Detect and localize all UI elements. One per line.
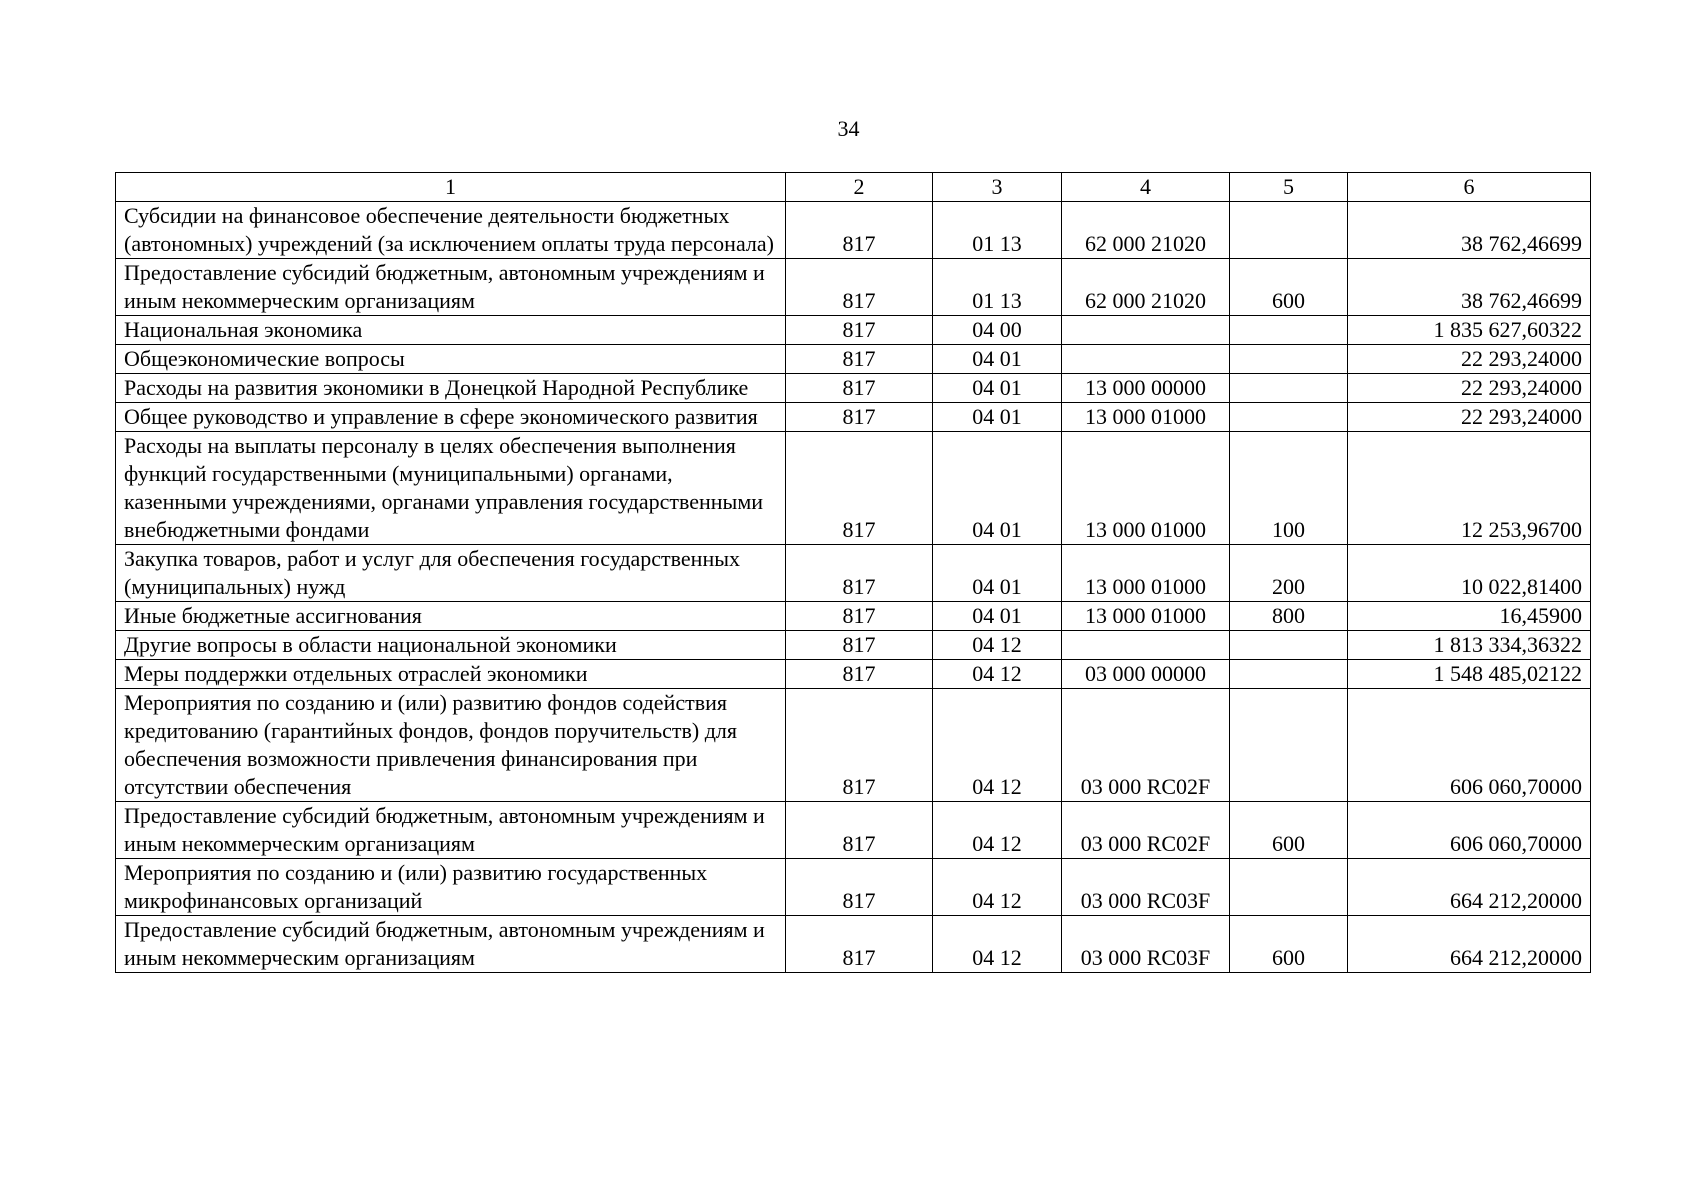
row-admin-code: 817 (786, 403, 933, 432)
row-amount: 22 293,24000 (1348, 374, 1591, 403)
table-body (116, 202, 1591, 973)
table-row (116, 374, 1591, 403)
header-col-2: 2 (786, 173, 933, 202)
row-section-code: 04 01 (933, 545, 1062, 602)
row-target-code: 03 000 RC02F (1062, 689, 1230, 802)
row-amount: 1 813 334,36322 (1348, 631, 1591, 660)
row-amount: 22 293,24000 (1348, 345, 1591, 374)
row-expense-type (1230, 403, 1348, 432)
row-section-code: 04 12 (933, 859, 1062, 916)
row-admin-code: 817 (786, 259, 933, 316)
table-row (116, 859, 1591, 916)
row-expense-type: 100 (1230, 432, 1348, 545)
row-name: Субсидии на финансовое обеспечение деятельности бюджетных (автономных) учреждений (за исключением оплаты труда персонала) (116, 202, 786, 259)
row-target-code: 13 000 00000 (1062, 374, 1230, 403)
row-name: Меры поддержки отдельных отраслей экономики (116, 660, 786, 689)
row-target-code: 13 000 01000 (1062, 545, 1230, 602)
table-row (116, 403, 1591, 432)
row-amount: 1 835 627,60322 (1348, 316, 1591, 345)
table-row (116, 602, 1591, 631)
header-col-1: 1 (116, 173, 786, 202)
row-target-code: 03 000 00000 (1062, 660, 1230, 689)
header-col-6: 6 (1348, 173, 1591, 202)
row-expense-type (1230, 202, 1348, 259)
row-section-code: 04 00 (933, 316, 1062, 345)
row-target-code (1062, 316, 1230, 345)
row-section-code: 04 12 (933, 802, 1062, 859)
row-expense-type (1230, 374, 1348, 403)
row-section-code: 04 01 (933, 403, 1062, 432)
row-target-code: 03 000 RC03F (1062, 859, 1230, 916)
row-name: Национальная экономика (116, 316, 786, 345)
row-target-code: 13 000 01000 (1062, 432, 1230, 545)
row-amount: 664 212,20000 (1348, 916, 1591, 973)
row-expense-type (1230, 316, 1348, 345)
row-admin-code: 817 (786, 689, 933, 802)
row-expense-type: 800 (1230, 602, 1348, 631)
row-expense-type (1230, 345, 1348, 374)
table-row (116, 802, 1591, 859)
row-name: Другие вопросы в области национальной экономики (116, 631, 786, 660)
row-amount: 16,45900 (1348, 602, 1591, 631)
row-target-code (1062, 631, 1230, 660)
row-target-code: 03 000 RC03F (1062, 916, 1230, 973)
row-expense-type: 600 (1230, 802, 1348, 859)
row-name: Мероприятия по созданию и (или) развитию фондов содействия кредитованию (гарантийных фондов, фондов поручительств) для обеспечения возможности привлечения финансирования при отсутствии обеспечения (116, 689, 786, 802)
row-target-code: 13 000 01000 (1062, 403, 1230, 432)
row-admin-code: 817 (786, 345, 933, 374)
row-expense-type (1230, 631, 1348, 660)
row-name: Общее руководство и управление в сфере экономического развития (116, 403, 786, 432)
page-number: 34 (837, 116, 860, 141)
row-name: Предоставление субсидий бюджетным, автономным учреждениям и иным некоммерческим организациям (116, 259, 786, 316)
budget-table (115, 172, 1591, 973)
row-admin-code: 817 (786, 545, 933, 602)
row-name: Мероприятия по созданию и (или) развитию государственных микрофинансовых организаций (116, 859, 786, 916)
row-name: Предоставление субсидий бюджетным, автономным учреждениям и иным некоммерческим организациям (116, 802, 786, 859)
row-target-code: 03 000 RC02F (1062, 802, 1230, 859)
row-admin-code: 817 (786, 802, 933, 859)
row-admin-code: 817 (786, 432, 933, 545)
row-section-code: 04 01 (933, 432, 1062, 545)
row-amount: 10 022,81400 (1348, 545, 1591, 602)
row-amount: 664 212,20000 (1348, 859, 1591, 916)
row-target-code: 13 000 01000 (1062, 602, 1230, 631)
row-admin-code: 817 (786, 631, 933, 660)
row-target-code: 62 000 21020 (1062, 202, 1230, 259)
table-row (116, 916, 1591, 973)
row-amount: 38 762,46699 (1348, 202, 1591, 259)
row-admin-code: 817 (786, 316, 933, 345)
row-admin-code: 817 (786, 660, 933, 689)
row-expense-type: 600 (1230, 259, 1348, 316)
row-expense-type (1230, 689, 1348, 802)
row-name: Расходы на выплаты персоналу в целях обеспечения выполнения функций государственными (муниципальными) органами, казенными учреждениями, органами управления государственными внебюджетными фондами (116, 432, 786, 545)
row-expense-type (1230, 660, 1348, 689)
table-row (116, 259, 1591, 316)
table-row (116, 202, 1591, 259)
table-row (116, 316, 1591, 345)
row-amount: 606 060,70000 (1348, 689, 1591, 802)
table-header (116, 173, 1591, 202)
row-admin-code: 817 (786, 859, 933, 916)
row-admin-code: 817 (786, 916, 933, 973)
row-amount: 22 293,24000 (1348, 403, 1591, 432)
row-section-code: 01 13 (933, 202, 1062, 259)
row-target-code (1062, 345, 1230, 374)
row-target-code: 62 000 21020 (1062, 259, 1230, 316)
row-section-code: 04 01 (933, 345, 1062, 374)
row-admin-code: 817 (786, 202, 933, 259)
row-amount: 12 253,96700 (1348, 432, 1591, 545)
table-row (116, 545, 1591, 602)
row-name: Иные бюджетные ассигнования (116, 602, 786, 631)
header-row (116, 173, 1591, 202)
row-name: Расходы на развития экономики в Донецкой Народной Республике (116, 374, 786, 403)
table-row (116, 689, 1591, 802)
row-amount: 606 060,70000 (1348, 802, 1591, 859)
table-row (116, 345, 1591, 374)
row-expense-type: 600 (1230, 916, 1348, 973)
row-admin-code: 817 (786, 602, 933, 631)
row-expense-type: 200 (1230, 545, 1348, 602)
row-amount: 1 548 485,02122 (1348, 660, 1591, 689)
table-row (116, 660, 1591, 689)
row-section-code: 04 12 (933, 689, 1062, 802)
row-section-code: 01 13 (933, 259, 1062, 316)
row-section-code: 04 12 (933, 660, 1062, 689)
row-name: Общеэкономические вопросы (116, 345, 786, 374)
row-section-code: 04 12 (933, 631, 1062, 660)
row-amount: 38 762,46699 (1348, 259, 1591, 316)
row-section-code: 04 01 (933, 374, 1062, 403)
row-name: Закупка товаров, работ и услуг для обеспечения государственных (муниципальных) нужд (116, 545, 786, 602)
row-section-code: 04 01 (933, 602, 1062, 631)
header-col-3: 3 (933, 173, 1062, 202)
row-name: Предоставление субсидий бюджетным, автономным учреждениям и иным некоммерческим организациям (116, 916, 786, 973)
header-col-4: 4 (1062, 173, 1230, 202)
table-row (116, 432, 1591, 545)
row-expense-type (1230, 859, 1348, 916)
header-col-5: 5 (1230, 173, 1348, 202)
row-section-code: 04 12 (933, 916, 1062, 973)
row-admin-code: 817 (786, 374, 933, 403)
table-row (116, 631, 1591, 660)
